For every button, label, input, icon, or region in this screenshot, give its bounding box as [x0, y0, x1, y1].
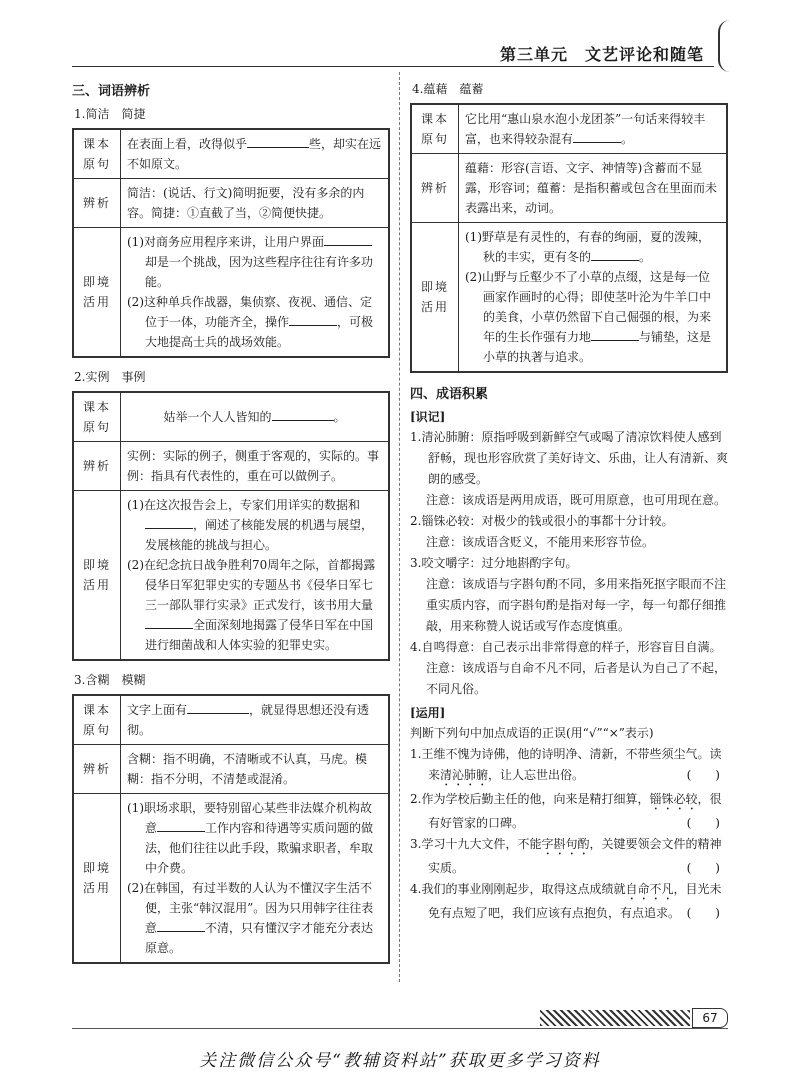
- answer-blank[interactable]: [247, 135, 309, 148]
- text: 与铺垫，这是小草的执著与追求。: [483, 330, 712, 364]
- row-label: 课本原句: [411, 104, 459, 154]
- answer-blank[interactable]: [145, 516, 193, 529]
- table-row: [73, 745, 389, 794]
- text: 却是一个挑战，因为这些程序往往有许多功能。: [145, 255, 374, 289]
- idiom-note: 注意：该成语是两用成语，既可用原意，也可用现在意。: [426, 493, 727, 507]
- answer-blank[interactable]: [157, 819, 205, 832]
- row-content: 实例：实际的例子，侧重于客观的，实际的。事例：指具有代表性的，重在可以做例子。: [121, 442, 390, 491]
- header-rule: [72, 66, 714, 67]
- row-label: 即境活用: [411, 223, 459, 373]
- row-content: [459, 104, 728, 154]
- answer-blank[interactable]: [573, 130, 621, 143]
- text: ，阐述了核能发展的机遇与展望，发展核能的挑战与担心。: [145, 518, 374, 552]
- column-divider: [399, 72, 400, 982]
- text: 姑举一个人人皆知的: [163, 410, 272, 424]
- word-pair-title: 1.简洁 简捷: [74, 107, 146, 121]
- text: ，让人忘世出俗。: [488, 768, 585, 782]
- text: (1)野草是有灵性的，有春的绚丽，夏的泼辣，秋的丰实，更有冬的: [465, 230, 710, 264]
- row-content: 简洁：(说话、行文)简明扼要，没有多余的内容。简捷：①直截了当，②简便快捷。: [121, 179, 390, 228]
- question-item: [410, 834, 728, 879]
- dotted-idiom: 清沁肺腑: [440, 768, 489, 782]
- row-content: [121, 392, 390, 442]
- page-header: [0, 0, 800, 70]
- unit-title: 第三单元 文艺评论和随笔: [499, 45, 704, 64]
- watermark-text: 关注微信公众号“教辅资料站”获取更多学习资料: [199, 1051, 601, 1071]
- idiom-definition: 1.清沁肺腑：原指呼吸到新鲜空气或喝了清凉饮料使人感到舒畅，现也形容欣赏了美好诗文、乐曲，让人有清新、爽朗的感受。: [410, 430, 729, 486]
- answer-parentheses[interactable]: ( ): [686, 768, 720, 782]
- row-label: 即境活用: [73, 794, 121, 964]
- table-row: [73, 491, 389, 661]
- text: 它比用“惠山泉水泡小龙团茶”一句话来得较丰富，也来得较杂混有: [465, 112, 706, 146]
- table-row: [73, 179, 389, 228]
- text: (2)这种单兵作战器，集侦察、夜视、通信、定位于一体，功能齐全，操作: [127, 295, 372, 329]
- page-number: 67: [692, 1008, 728, 1028]
- row-content: [121, 794, 390, 964]
- apply-tag: [运用]: [410, 706, 446, 720]
- answer-blank[interactable]: [591, 248, 639, 261]
- header-bracket-decoration: [718, 20, 740, 72]
- question-item: [410, 789, 728, 834]
- text: 全面深刻地揭露了侵华日军在中国进行细菌战和人体实验的犯罪史实。: [145, 618, 374, 652]
- table-row: [73, 129, 389, 179]
- idiom-entry: [410, 511, 728, 553]
- text: 2.作为学校后勤主任的他，向来是精打细算，: [410, 792, 650, 806]
- text: ，关键要领会文件的精神实质。: [428, 837, 722, 875]
- analysis-table: [72, 128, 390, 358]
- table-row: [73, 442, 389, 491]
- table-row: [73, 392, 389, 442]
- row-content: [121, 695, 390, 745]
- row-label: 辨析: [73, 745, 121, 794]
- analysis-table: [410, 103, 728, 373]
- text: (1)职场求职，要特别留心某些非法媒介机构故意: [127, 801, 372, 835]
- row-content: [459, 223, 728, 373]
- table-row: [411, 223, 727, 373]
- text: 些，却实在远不如原文。: [127, 137, 382, 171]
- text: 。: [639, 250, 652, 264]
- idiom-definition: 3.咬文嚼字：过分地斟酌字句。: [410, 556, 578, 570]
- question-item: [410, 744, 728, 789]
- text: ，目光未免有点短了吧，我们应该有点抱负，有点追求。: [428, 882, 722, 920]
- text: 。: [333, 410, 346, 424]
- row-content: [121, 491, 390, 661]
- text: 。: [621, 132, 634, 146]
- table-row: [73, 228, 389, 358]
- word-pair-title: 2.实例 事例: [74, 370, 146, 384]
- text: (2)山野与丘壑少不了小草的点缀，这是每一位画家作画时的心得；即使茎叶沦为牛羊口中的美食，小草仍然留下自己倔强的根，为来年的生长作强有力地: [465, 270, 712, 344]
- idiom-entry: [410, 553, 728, 637]
- idiom-entry: [410, 427, 728, 511]
- table-row: [411, 154, 727, 223]
- table-row: [73, 794, 389, 964]
- row-label: 课本原句: [73, 392, 121, 442]
- text: 在表面上看，改得似乎: [127, 137, 248, 151]
- analysis-table: [72, 694, 390, 964]
- footer-rule: [72, 1028, 728, 1029]
- row-label: 辨析: [411, 154, 459, 223]
- idiom-definition: 2.锱铢必较：对极少的钱或很小的事都十分计较。: [410, 514, 674, 528]
- text: ，就显得思想还没有透彻。: [127, 703, 370, 737]
- answer-blank[interactable]: [157, 919, 205, 932]
- dotted-idiom: 自命不凡: [625, 882, 674, 896]
- row-label: 辨析: [73, 179, 121, 228]
- text: ，很有好管家的口碑。: [428, 792, 722, 830]
- text: (2)在纪念抗日战争胜利70周年之际，首都揭露侵华日军犯罪史实的专题丛书《侵华日军七三一部队罪行实录》正式发行，该书用大量: [127, 558, 376, 612]
- text: 工作内容和待遇等实质问题的做法，他们往往以此手段，欺骗求职者，牟取中介费。: [145, 821, 374, 875]
- text: (1)对商务应用程序来讲，让用户界面: [127, 235, 324, 249]
- dotted-idiom: 字斟句酌: [541, 837, 590, 851]
- answer-blank[interactable]: [272, 408, 334, 421]
- section-heading: 四、成语积累: [410, 387, 489, 402]
- text: (1)在这次报告会上，专家们用详实的数据和: [127, 498, 360, 512]
- idiom-note: 注意：该成语含贬义，不能用来形容节俭。: [426, 535, 655, 549]
- row-label: 课本原句: [73, 129, 121, 179]
- table-row: [411, 104, 727, 154]
- dotted-idiom: 锱铢必较: [649, 792, 698, 806]
- text: 1.王维不愧为诗佛，他的诗明净、清新，不带些须尘气。读来: [410, 747, 722, 782]
- table-row: [73, 695, 389, 745]
- row-label: 即境活用: [73, 491, 121, 661]
- answer-blank[interactable]: [591, 328, 639, 341]
- row-label: 课本原句: [73, 695, 121, 745]
- text: ，可极大地提高士兵的战场效能。: [145, 315, 374, 349]
- idiom-definition: 4.自鸣得意：自己表示出非常得意的样子，形容盲目自满。: [410, 640, 722, 654]
- answer-blank[interactable]: [145, 616, 193, 629]
- question-item: [410, 879, 728, 924]
- answer-blank[interactable]: [187, 701, 249, 714]
- row-content: [121, 129, 390, 179]
- footer-hatch-decoration: [540, 1010, 690, 1026]
- left-column: [72, 80, 390, 974]
- row-label: 即境活用: [73, 228, 121, 358]
- answer-parentheses[interactable]: ( ): [686, 906, 720, 920]
- answer-blank[interactable]: [289, 313, 337, 326]
- word-pair-title: 3.含糊 模糊: [74, 673, 146, 687]
- text: 不清，只有懂汉字才能充分表达原意。: [145, 921, 374, 955]
- row-content: [121, 228, 390, 358]
- idiom-entry: [410, 637, 728, 700]
- idiom-note: 注意：该成语与字斟句酌不同，多用来指死抠字眼而不注重实质内容，而字斟句酌是指对每一字，每一句都仔细推敲，用来称赞人说话或写作态度慎重。: [426, 577, 727, 633]
- text: 4.我们的事业刚刚起步，取得这点成绩就: [410, 882, 626, 896]
- answer-parentheses[interactable]: ( ): [686, 816, 720, 830]
- right-column: [410, 80, 728, 924]
- row-label: 辨析: [73, 442, 121, 491]
- section-heading: 三、词语辨析: [72, 84, 151, 99]
- row-content: 蕴藉：形容(言语、文字、神情等)含蓄而不显露，形容词；蕴蓄：是指积蓄或包含在里面而未表露出来，动词。: [459, 154, 728, 223]
- memorize-tag: [识记]: [410, 410, 446, 424]
- word-pair-title: 4.蕴藉 蕴蓄: [412, 82, 484, 96]
- row-content: 含糊：指不明确，不清晰或不认真，马虎。模糊：指不分明，不清楚或混淆。: [121, 745, 390, 794]
- analysis-table: [72, 391, 390, 661]
- answer-blank[interactable]: [324, 233, 372, 246]
- text: 文字上面有: [127, 703, 188, 717]
- idiom-note: 注意：该成语与自命不凡不同，后者是认为自己了不起，不同凡俗。: [426, 661, 727, 696]
- answer-parentheses[interactable]: ( ): [686, 861, 720, 875]
- apply-instructions: 判断下列句中加点成语的正误(用“√”“×”表示): [410, 726, 654, 740]
- text: (2)在韩国，有过半数的人认为不懂汉字生活不便，主张“韩汉混用”。因为只用韩字往往表意: [127, 881, 374, 935]
- text: 3.学习十九大文件，不能: [410, 837, 542, 851]
